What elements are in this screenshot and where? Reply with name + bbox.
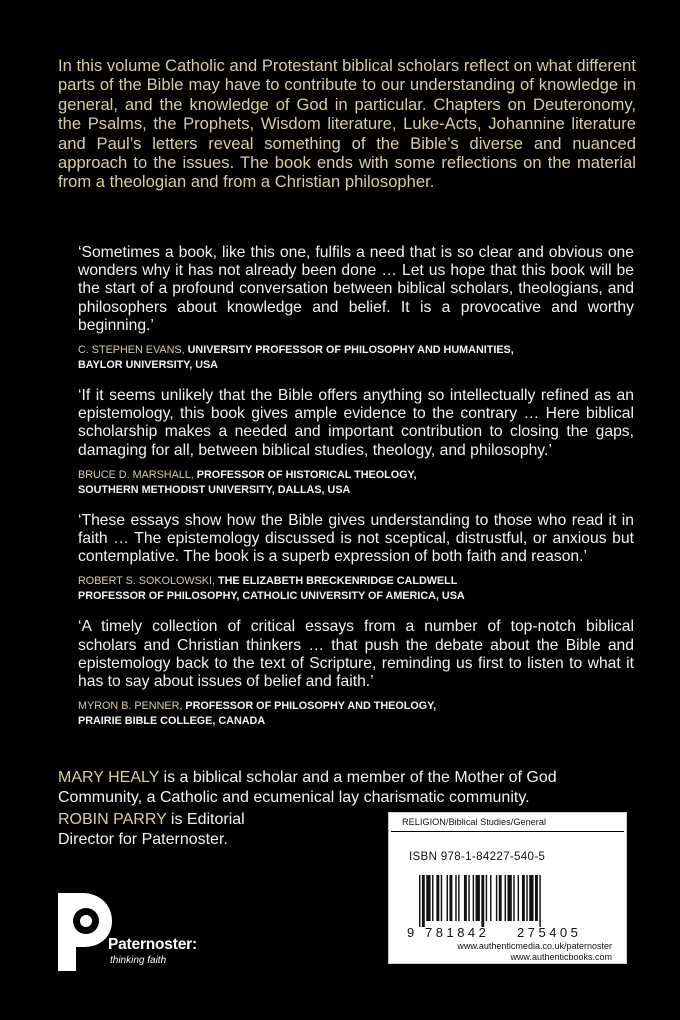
isbn-label: ISBN 978-1-84227-540-5 xyxy=(409,850,546,863)
author-bio-text: is Editorial Director for Paternoster. xyxy=(58,811,245,848)
author-bio-parry xyxy=(58,810,298,850)
endorsement-text: ‘Sometimes a book, like this one, fulfils a need that is so clear and obvious one wonders why it has not already been done … Let us hope that this book will be the start of a profound conversation between biblical scholars, theologians, and philosophers about knowledge and belief. It is a provocative and worthy beginning.’ xyxy=(78,244,634,334)
back-cover-blurb: In this volume Catholic and Protestant biblical scholars reflect on what different parts of the Bible may have to contribute to our understanding of knowledge in general, and the knowledge of God in particular. Chapters on Deuteronomy, the Psalms, the Prophets, Wisdom literature, Luke-Acts, Johannine literature and Paul’s letters reveal something of the Bible’s diverse and nuanced approach to the issues. The book ends with some reflections on the material from a theologian and from a Christian philosopher. xyxy=(58,56,637,192)
author-name: ROBIN PARRY xyxy=(58,811,167,828)
endorsement-sokolowski xyxy=(78,512,634,605)
barcode-digits-left: 781842 xyxy=(425,925,490,939)
endorser-affiliation: PROFESSOR OF PHILOSOPHY, CATHOLIC UNIVERSITY OF AMERICA, USA xyxy=(78,590,465,603)
endorsement-attribution xyxy=(78,574,634,604)
author-bio-healy xyxy=(58,768,578,808)
endorsement-marshall xyxy=(78,387,634,498)
barcode-digits-right: 275405 xyxy=(517,925,582,939)
logo-tagline: thinking faith xyxy=(110,955,167,966)
endorser-affiliation: BAYLOR UNIVERSITY, USA xyxy=(78,359,218,372)
endorser-name: MYRON B. PENNER, xyxy=(78,700,183,713)
author-name: MARY HEALY xyxy=(58,769,160,786)
barcode-panel xyxy=(388,812,627,964)
endorsement-attribution xyxy=(78,343,634,373)
website-link: www.authenticmedia.co.uk/paternoster xyxy=(457,941,612,951)
endorser-name: ROBERT S. SOKOLOWSKI, xyxy=(78,575,215,588)
author-bio-text: is a biblical scholar and a member of the Mother of God Community, a Catholic and ecumenical lay charismatic community. xyxy=(58,769,557,806)
endorsement-penner xyxy=(78,618,634,729)
endorser-title: THE ELIZABETH BRECKENRIDGE CALDWELL xyxy=(215,575,458,588)
endorser-title: UNIVERSITY PROFESSOR OF PHILOSOPHY AND HUMANITIES, xyxy=(184,344,514,357)
endorser-title: PROFESSOR OF HISTORICAL THEOLOGY, xyxy=(193,468,417,481)
website-link: www.authenticbooks.com xyxy=(510,952,612,962)
logo-wordmark: Paternoster: xyxy=(108,936,197,953)
endorsement-text: ‘These essays show how the Bible gives understanding to those who read it in faith … The epistemology discussed is not sceptical, distrustful, or anxious but contemplative. The book is a superb expression of both faith and reason.’ xyxy=(78,511,634,566)
paternoster-p-icon xyxy=(52,885,116,975)
endorser-affiliation: PRAIRIE BIBLE COLLEGE, CANADA xyxy=(78,715,266,728)
endorser-name: BRUCE D. MARSHALL, xyxy=(78,468,194,481)
barcode-digit-first: 9 xyxy=(407,925,415,939)
endorsement-evans xyxy=(78,244,634,373)
endorsement-attribution xyxy=(78,468,634,498)
endorser-name: C. STEPHEN EVANS, xyxy=(78,344,185,357)
endorsement-text: ‘If it seems unlikely that the Bible offers anything so intellectually refined as an epistemology, this book gives ample evidence to the contrary … Here biblical scholarship makes a needed and important contribution to closing the gaps, damaging for all, between biblical studies, theology, and philosophy.’ xyxy=(78,387,634,459)
publisher-websites xyxy=(457,941,612,963)
endorser-title: PROFESSOR OF PHILOSOPHY AND THEOLOGY, xyxy=(182,700,437,713)
barcode-bars xyxy=(419,875,541,927)
endorsement-text: ‘A timely collection of critical essays from a number of top-notch biblical scholars and Christian thinkers … that push the debate about the Bible and epistemology back to the text of Scripture, reminding us first to listen to what it has to say about issues of belief and faith.’ xyxy=(78,618,634,691)
endorser-affiliation: SOUTHERN METHODIST UNIVERSITY, DALLAS, USA xyxy=(78,483,351,496)
publisher-logo xyxy=(52,885,232,975)
endorsements xyxy=(78,244,634,743)
isbn-barcode xyxy=(405,875,613,939)
subject-category: RELIGION/Biblical Studies/General xyxy=(391,813,624,832)
endorsement-attribution xyxy=(78,699,634,729)
